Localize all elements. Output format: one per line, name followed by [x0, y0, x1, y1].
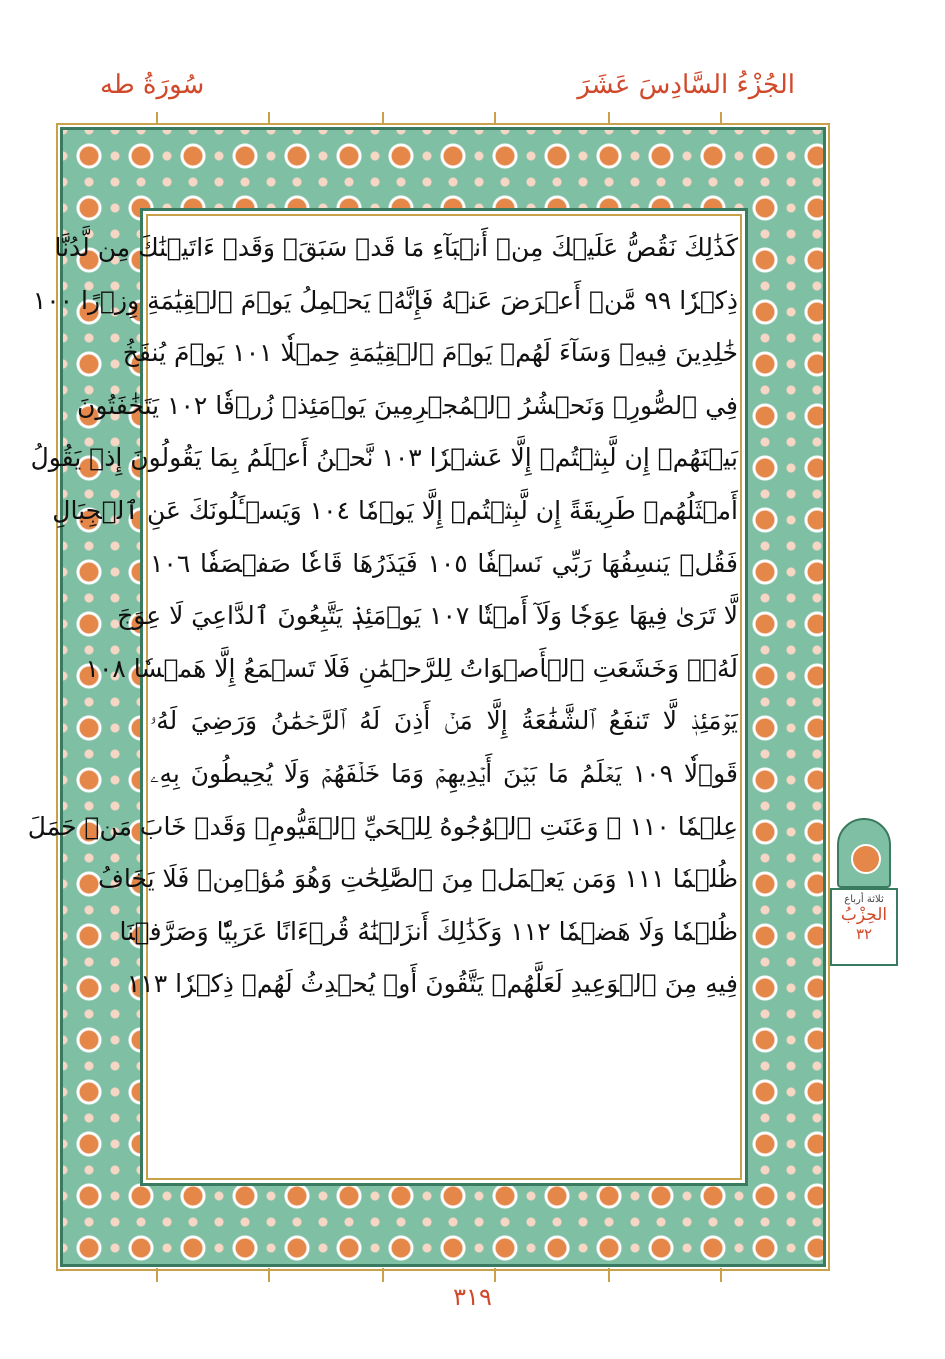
text-line-5: بَيۡنَهُمۡ إِن لَّبِثۡتُمۡ إِلَّا عَشۡرٗا ١٠٣ نَّحۡنُ أَعۡلَمُ بِمَا يَقُولُونَ إِذۡ يَقُولُ	[30, 443, 738, 473]
text-line-1: كَذَٰلِكَ نَقُصُّ عَلَيۡكَ مِنۡ أَنۢبَآءِ مَا قَدۡ سَبَقَۚ وَقَدۡ ءَاتَيۡنَٰكَ مِن لَّدُنَّا	[54, 233, 738, 262]
ornament-tick	[382, 1268, 384, 1282]
ornament-tick	[720, 112, 722, 126]
ornament-tick	[494, 112, 496, 126]
text-line-7: فَقُلۡ يَنسِفُهَا رَبِّي نَسۡفٗا ١٠٥ فَيَذَرُهَا قَاعٗا صَفۡصَفٗا ١٠٦	[150, 548, 739, 578]
ornament-tick	[494, 1268, 496, 1282]
text-line-3: خَٰلِدِينَ فِيهِۖ وَسَآءَ لَهُمۡ يَوۡمَ ٱلۡقِيَٰمَةِ حِمۡلٗا ١٠١ يَوۡمَ يُنفَخُ	[122, 338, 738, 368]
text-line-11: قَوۡلٗا ١٠٩ يَعۡلَمُ مَا بَيۡنَ أَيۡدِيهِمۡ وَمَا خَلۡفَهُمۡ وَلَا يُحِيطُونَ بِهِۦ	[150, 758, 738, 788]
surah-title: سُورَةُ طه	[100, 70, 205, 100]
juz-title: الجُزْءُ السَّادِسَ عَشَرَ	[577, 70, 795, 100]
text-line-6: أَمۡثَلُهُمۡ طَرِيقَةً إِن لَّبِثۡتُمۡ إِلَّا يَوۡمٗا ١٠٤ وَيَسۡـَٔلُونَكَ عَنِ ٱلۡجِبَالِ	[52, 495, 738, 525]
text-line-9: لَهُۥۖ وَخَشَعَتِ ٱلۡأَصۡوَاتُ لِلرَّحۡمَٰنِ فَلَا تَسۡمَعُ إِلَّا هَمۡسٗا ١٠٨	[85, 653, 738, 683]
text-line-10: يَوۡمَئِذٖ لَّا تَنفَعُ ٱلشَّفَٰعَةُ إِلَّا مَنۡ أَذِنَ لَهُ ٱلرَّحۡمَٰنُ وَرَضِيَ لَهُۥ	[150, 706, 738, 736]
hizb-box	[830, 888, 898, 966]
text-line-8: لَّا تَرَىٰ فِيهَا عِوَجٗا وَلَآ أَمۡتٗا ١٠٧ يَوۡمَئِذٖ يَتَّبِعُونَ ٱلدَّاعِيَ لَا عِوَجَ	[117, 601, 738, 631]
ornament-tick	[720, 1268, 722, 1282]
text-line-12: عِلۡمٗا ١١٠ ۞ وَعَنَتِ ٱلۡوُجُوهُ لِلۡحَيِّ ٱلۡقَيُّومِۖ وَقَدۡ خَابَ مَنۡ حَمَلَ	[27, 811, 738, 841]
ornament-tick	[268, 112, 270, 126]
text-line-2: ذِكۡرٗا ٩٩ مَّنۡ أَعۡرَضَ عَنۡهُ فَإِنَّهُۥ يَحۡمِلُ يَوۡمَ ٱلۡقِيَٰمَةِ وِزۡرًا ١٠٠	[32, 285, 738, 315]
hizb-number: ٣٢	[855, 925, 873, 943]
ornament-tick	[608, 112, 610, 126]
ornament-tick	[156, 1268, 158, 1282]
ornament-tick	[156, 112, 158, 126]
text-line-15: فِيهِ مِنَ ٱلۡوَعِيدِ لَعَلَّهُمۡ يَتَّقُونَ أَوۡ يُحۡدِثُ لَهُمۡ ذِكۡرٗا ١١٣	[126, 969, 738, 999]
hizb-marker	[829, 818, 899, 966]
text-line-13: ظُلۡمٗا ١١١ وَمَن يَعۡمَلۡ مِنَ ٱلصَّٰلِحَٰتِ وَهُوَ مُؤۡمِنٞ فَلَا يَخَافُ	[97, 864, 738, 894]
ornament-tick	[382, 112, 384, 126]
hizb-flower-icon	[851, 844, 881, 874]
quran-text	[27, 222, 739, 1011]
page-number: ٣١٩	[453, 1283, 492, 1311]
text-line-14: ظُلۡمٗا وَلَا هَضۡمٗا ١١٢ وَكَذَٰلِكَ أَنزَلۡنَٰهُ قُرۡءَانًا عَرَبِيّٗا وَصَرَّفۡنَا	[119, 916, 738, 946]
text-line-4: فِي ٱلصُّورِۚ وَنَحۡشُرُ ٱلۡمُجۡرِمِينَ يَوۡمَئِذٖ زُرۡقٗا ١٠٢ يَتَخَٰفَتُونَ	[76, 390, 738, 420]
ornament-tick	[608, 1268, 610, 1282]
hizb-quarter-label: ثلاثة أرباع	[844, 894, 884, 905]
ornament-tick	[268, 1268, 270, 1282]
hizb-word: الحِزْبُ	[840, 905, 888, 925]
